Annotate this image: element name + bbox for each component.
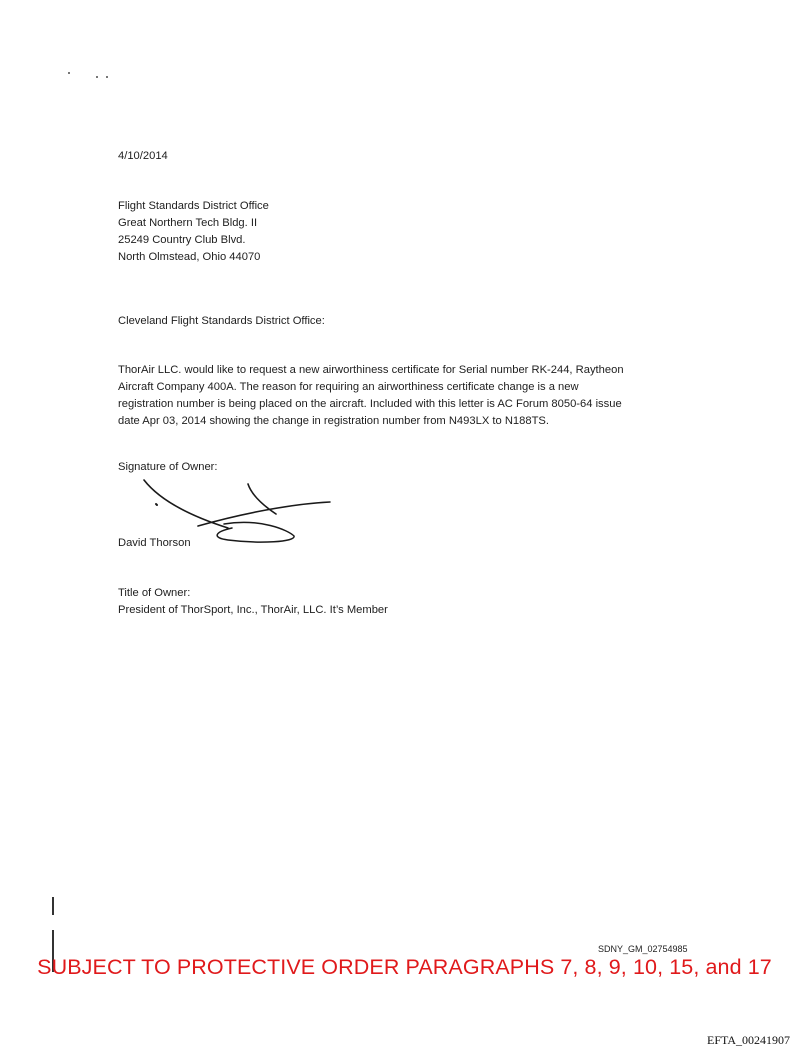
signer-name [118, 535, 191, 552]
address-line: North Olmstead, Ohio 44070 [118, 251, 261, 263]
salutation-text: Cleveland Flight Standards District Office: [118, 315, 325, 327]
protective-order-notice: SUBJECT TO PROTECTIVE ORDER PARAGRAPHS 7, 8, 9, 10, 15, and 17 [37, 955, 772, 979]
letter-date [118, 148, 168, 165]
scan-speck [68, 72, 70, 74]
title-value-text: President of ThorSport, Inc., ThorAir, LLC. It’s Member [118, 604, 388, 616]
address-line: Great Northern Tech Bldg. II [118, 217, 258, 229]
scan-speck [96, 76, 98, 78]
body-paragraph [118, 362, 624, 430]
efta-number: EFTA_00241907 [707, 1033, 791, 1047]
signature-label [118, 459, 218, 476]
body-line: Aircraft Company 400A. The reason for requiring an airworthiness certificate change is a new [118, 381, 579, 393]
title-label-text: Title of Owner: [118, 587, 191, 599]
address-line: 25249 Country Club Blvd. [118, 234, 246, 246]
recipient-address [118, 198, 269, 266]
scan-speck [106, 76, 108, 78]
address-line: Flight Standards District Office [118, 200, 269, 212]
bates-number: SDNY_GM_02754985 [598, 944, 688, 954]
signature-label-text: Signature of Owner: [118, 461, 218, 473]
signer-name-text: David Thorson [118, 537, 191, 549]
body-line: ThorAir LLC. would like to request a new airworthiness certificate for Serial number RK-244, Raytheon [118, 364, 624, 376]
date-text: 4/10/2014 [118, 150, 168, 162]
body-line: date Apr 03, 2014 showing the change in registration number from N493LX to N188TS. [118, 415, 549, 427]
body-line: registration number is being placed on the aircraft. Included with this letter is AC Forum 8050-64 issue [118, 398, 622, 410]
scan-margin-line [52, 897, 54, 915]
salutation [118, 313, 325, 330]
owner-title [118, 585, 388, 619]
